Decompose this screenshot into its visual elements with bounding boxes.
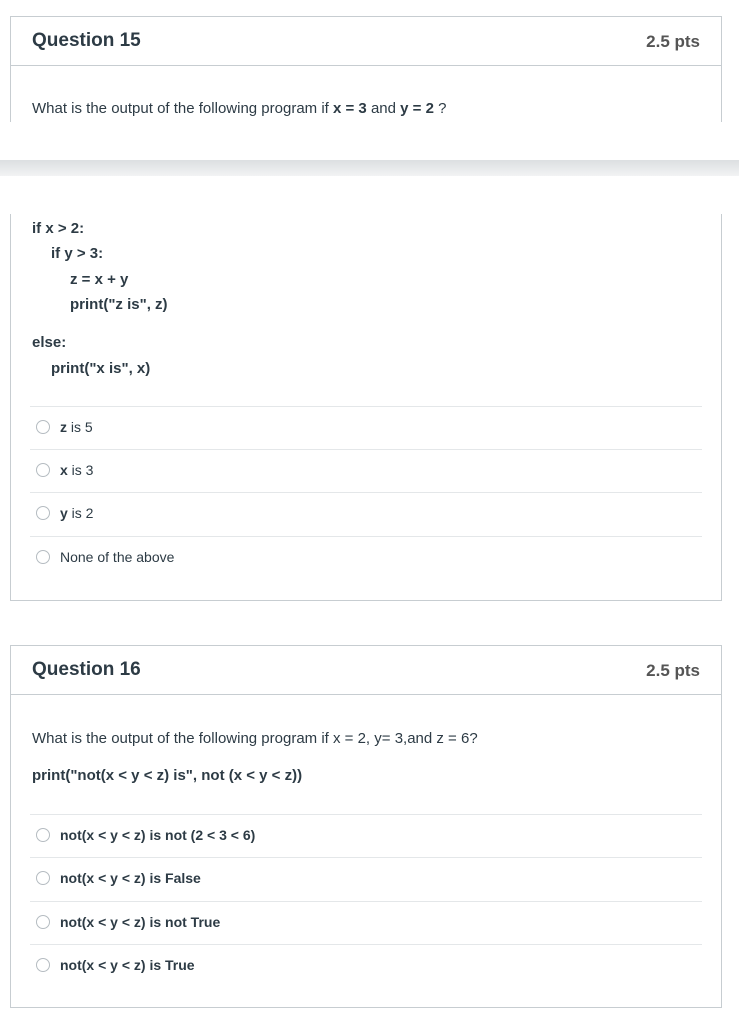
question-title: Question 16 — [32, 659, 141, 680]
option-divider — [30, 449, 702, 450]
code-line: print("x is", x) — [51, 360, 151, 377]
question-15-body-card — [10, 214, 722, 601]
option-label: not(x < y < z) is not True — [60, 914, 221, 930]
code-line: z = x + y — [70, 271, 129, 288]
option-divider — [30, 406, 702, 407]
code-line: if y > 3: — [51, 245, 104, 262]
radio-button[interactable] — [36, 506, 50, 520]
question-prompt: What is the output of the following program if x = 2, y= 3,and z = 6? — [32, 730, 478, 747]
radio-button[interactable] — [36, 871, 50, 885]
option-divider — [30, 944, 702, 945]
radio-button[interactable] — [36, 828, 50, 842]
question-16-card — [10, 645, 722, 1008]
code-line: print("z is", z) — [70, 296, 168, 313]
radio-button[interactable] — [36, 958, 50, 972]
code-line: else: — [32, 334, 67, 351]
radio-button[interactable] — [36, 463, 50, 477]
code-line: if x > 2: — [32, 220, 85, 237]
option-divider — [30, 857, 702, 858]
radio-button[interactable] — [36, 915, 50, 929]
option-label: not(x < y < z) is False — [60, 870, 201, 886]
question-points: 2.5 pts — [646, 661, 700, 680]
option-label: not(x < y < z) is True — [60, 957, 195, 973]
option-label: x is 3 — [60, 462, 94, 478]
question-title: Question 15 — [32, 30, 141, 51]
radio-button[interactable] — [36, 550, 50, 564]
option-divider — [30, 901, 702, 902]
option-label: None of the above — [60, 549, 175, 565]
option-label: y is 2 — [60, 505, 94, 521]
question-15-header-card — [10, 16, 722, 122]
option-divider — [30, 814, 702, 815]
page-break — [0, 160, 739, 176]
question-16-header — [11, 646, 721, 695]
option-divider — [30, 536, 702, 537]
code-line: print("not(x < y < z) is", not (x < y < z)) — [32, 767, 303, 784]
question-points: 2.5 pts — [646, 32, 700, 51]
option-label: z is 5 — [60, 419, 93, 435]
question-15-header — [11, 17, 721, 66]
question-prompt: What is the output of the following program if x = 3 and y = 2 ? — [32, 100, 447, 117]
option-divider — [30, 492, 702, 493]
radio-button[interactable] — [36, 420, 50, 434]
option-label: not(x < y < z) is not (2 < 3 < 6) — [60, 827, 256, 843]
